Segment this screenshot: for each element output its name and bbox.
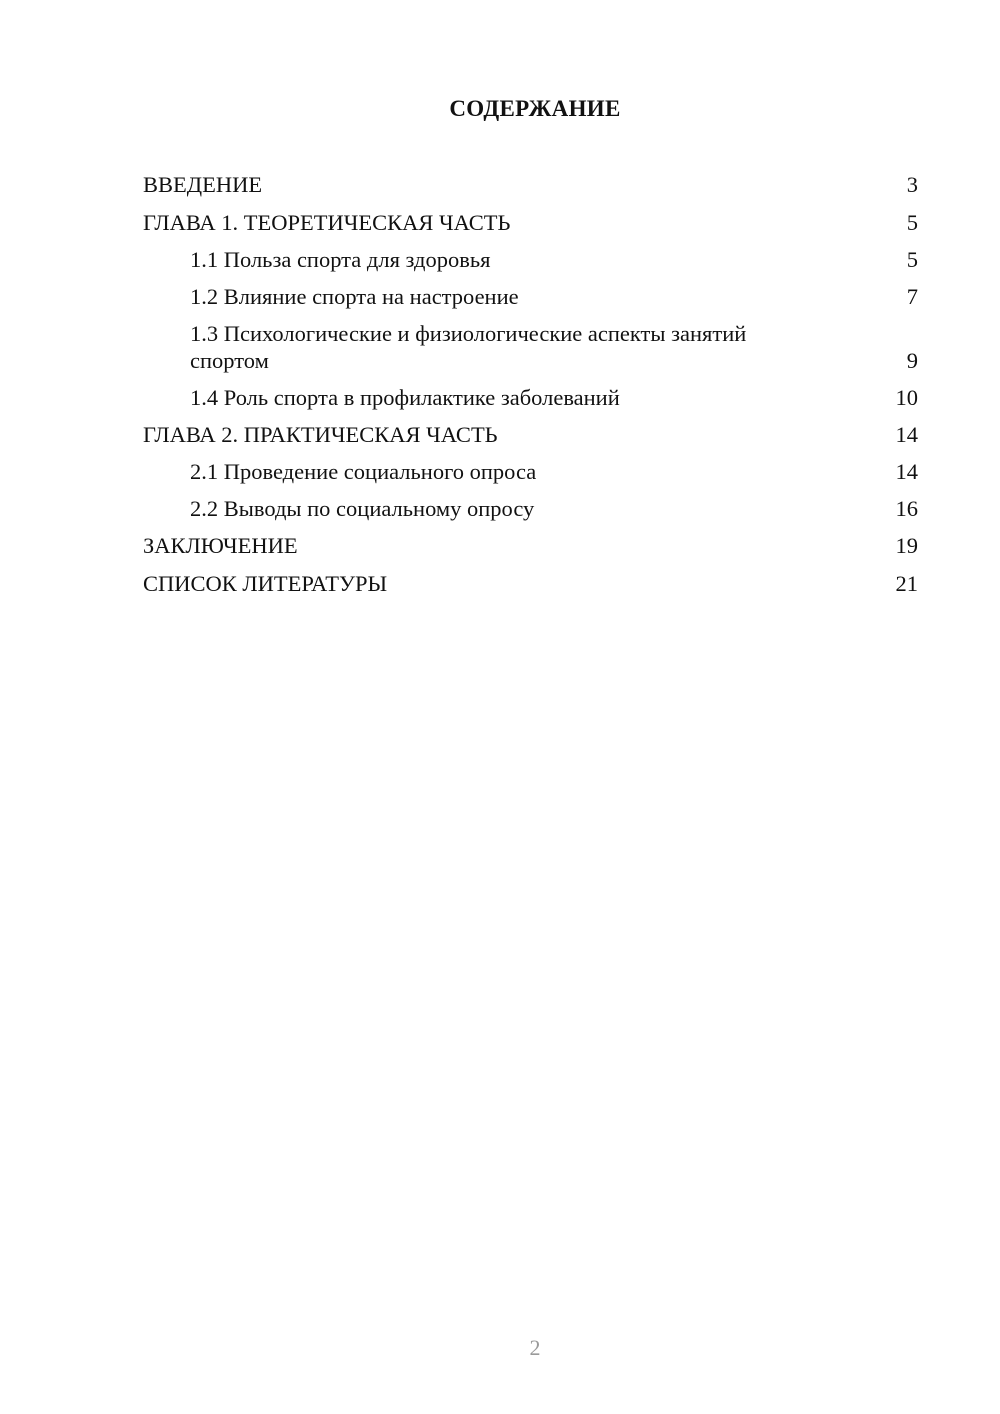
- toc-heading: СОДЕРЖАНИЕ: [449, 96, 621, 121]
- toc-entry-label: ГЛАВА 1. ТЕОРЕТИЧЕСКАЯ ЧАСТЬ: [143, 210, 511, 235]
- toc-entry-page: 5: [906, 247, 918, 272]
- toc-entry-page: 16: [895, 496, 918, 521]
- toc-entry-label: ЗАКЛЮЧЕНИЕ: [143, 533, 298, 558]
- toc-entry-label: 1.1 Польза спорта для здоровья: [190, 247, 491, 272]
- toc-entry-page: 19: [895, 533, 918, 558]
- toc-entry-page: 7: [906, 284, 918, 309]
- toc-entry-page: 14: [895, 422, 918, 447]
- toc-entry-label: ГЛАВА 2. ПРАКТИЧЕСКАЯ ЧАСТЬ: [143, 422, 498, 447]
- toc-entry-label: 2.1 Проведение социального опроса: [190, 459, 537, 484]
- toc-entry-page: 9: [906, 348, 918, 373]
- toc-entry-page: 10: [895, 385, 918, 410]
- toc-entry-page: 14: [895, 459, 918, 484]
- toc-entry-page: 21: [895, 571, 918, 596]
- toc-entry-label: 1.4 Роль спорта в профилактике заболеваний: [190, 385, 620, 410]
- toc-entry-label: ВВЕДЕНИЕ: [143, 172, 263, 197]
- page-number: 2: [529, 1335, 541, 1360]
- toc-entry-label: СПИСОК ЛИТЕРАТУРЫ: [143, 571, 388, 596]
- toc-entry-label: 1.3 Психологические и физиологические аспекты занятий спортом: [190, 321, 747, 373]
- toc-entry-label: 2.2 Выводы по социальному опросу: [190, 496, 535, 521]
- toc-entry-page: 3: [906, 172, 918, 197]
- toc-entry-label: 1.2 Влияние спорта на настроение: [190, 284, 519, 309]
- toc-entry-page: 5: [906, 210, 918, 235]
